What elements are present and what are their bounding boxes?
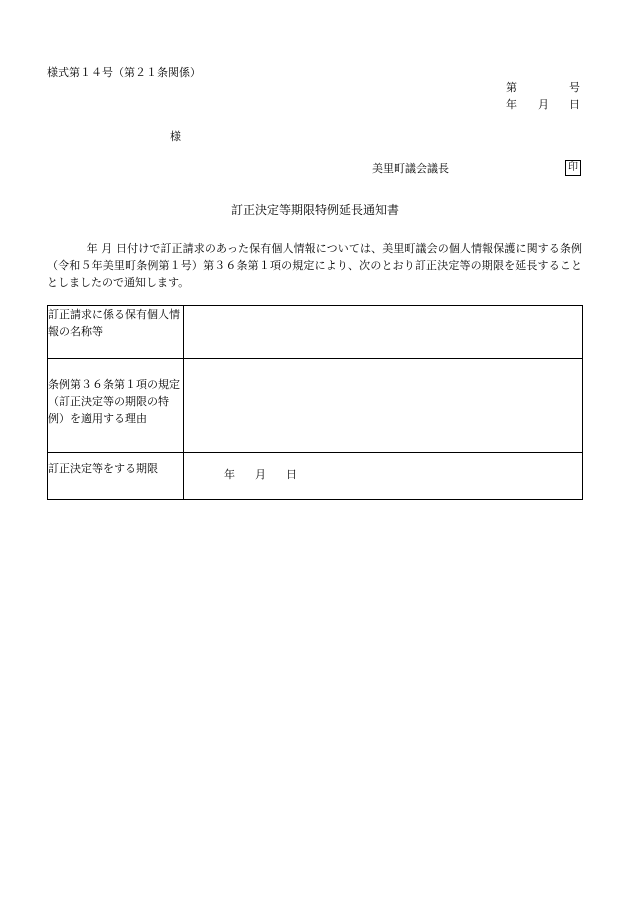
deadline-date bbox=[224, 468, 297, 481]
form-number-label: 様式第１４号（第２１条関係） bbox=[47, 66, 201, 79]
document-title: 訂正決定等期限特例延長通知書 bbox=[230, 203, 399, 217]
deadline-value bbox=[184, 453, 583, 500]
table-row bbox=[48, 359, 583, 453]
issue-date-year: 年 bbox=[506, 98, 517, 111]
table-row bbox=[48, 453, 583, 500]
issue-date-day: 日 bbox=[569, 98, 580, 111]
issue-date-month: 月 bbox=[538, 98, 549, 111]
notice-body-text: 年 月 日付けで訂正請求のあった保有個人情報については、美里町議会の個人情報保護に関する条例（令和５年美里町条例第１号）第３６条第１項の規定により、次のとおり訂正決定等の期限を延長することとしましたので通知します。 bbox=[47, 242, 582, 289]
deadline-year: 年 bbox=[224, 468, 235, 481]
info-name-label: 訂正請求に係る保有個人情報の名称等 bbox=[48, 306, 184, 359]
table-row bbox=[48, 306, 583, 359]
document-number-prefix: 第 bbox=[506, 81, 517, 94]
seal-stamp-box: 印 bbox=[565, 160, 581, 176]
sender-title: 美里町議会議長 bbox=[372, 162, 449, 175]
reason-value bbox=[184, 359, 583, 453]
info-name-value bbox=[184, 306, 583, 359]
addressee-honorific: 様 bbox=[170, 130, 181, 143]
notice-details-table bbox=[47, 305, 583, 500]
deadline-label: 訂正決定等をする期限 bbox=[48, 453, 184, 500]
reason-label: 条例第３６条第１項の規定（訂正決定等の期限の特例）を適用する理由 bbox=[48, 359, 184, 453]
deadline-month: 月 bbox=[255, 468, 266, 481]
deadline-day: 日 bbox=[286, 468, 297, 481]
document-number-suffix: 号 bbox=[569, 81, 580, 94]
